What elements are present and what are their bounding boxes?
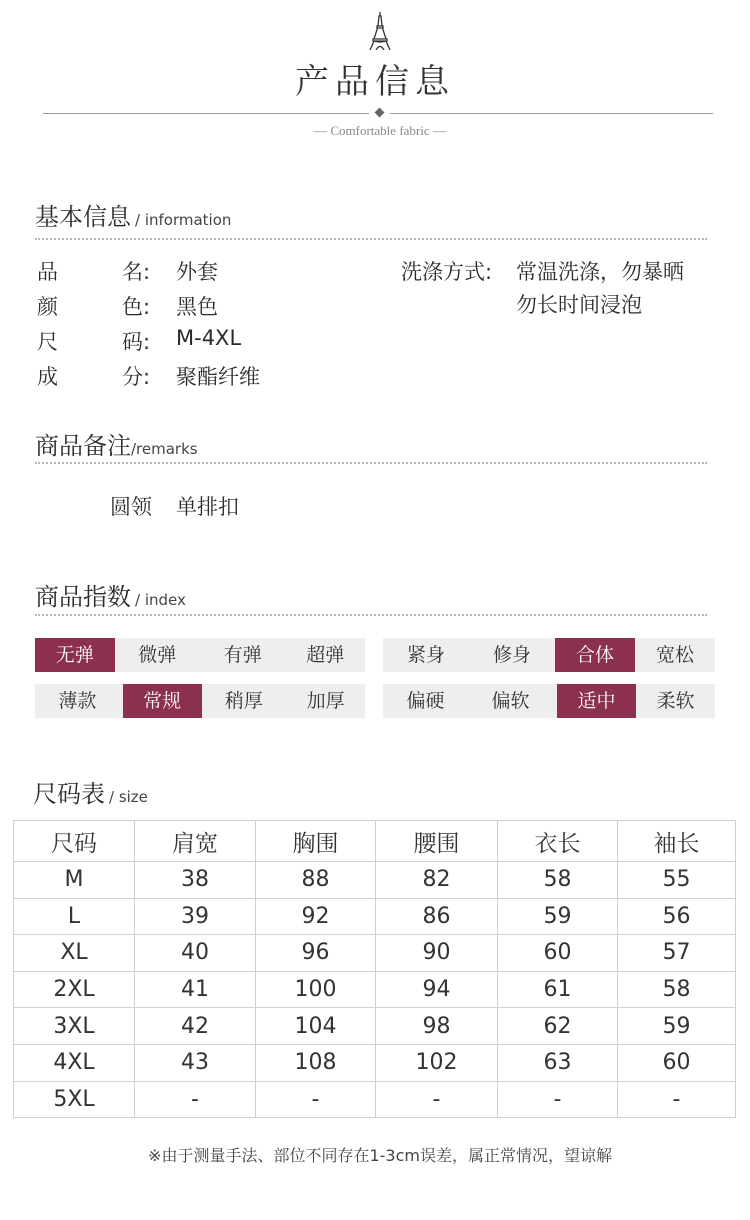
info-label: 成 [37, 365, 58, 389]
size-heading [33, 774, 148, 809]
info-value-size: M-4XL [176, 326, 242, 350]
info-value-name: 外套 [176, 260, 218, 284]
index-option: 适中 [557, 684, 636, 718]
table-cell: 3XL [14, 1008, 135, 1045]
index-option: 修身 [492, 644, 531, 666]
table-cell: 96 [256, 935, 376, 972]
remarks-title: 商品备注 [35, 432, 131, 460]
index-option: 柔软 [656, 690, 695, 712]
table-cell: 40 [135, 935, 256, 972]
index-option: 稍厚 [224, 690, 263, 712]
table-cell: 55 [618, 862, 736, 899]
page-title: 产品信息 [295, 62, 455, 102]
table-cell: - [618, 1081, 736, 1118]
index-title: 商品指数 [35, 583, 131, 611]
index-option: 无弹 [35, 638, 115, 672]
basic-info-title-en: / information [135, 211, 232, 229]
table-header-cell: 尺码 [14, 821, 135, 862]
table-cell: 59 [498, 898, 618, 935]
table-cell: 56 [618, 898, 736, 935]
info-label: 颜 [37, 295, 58, 319]
table-header-cell: 袖长 [618, 821, 736, 862]
table-cell: 58 [618, 971, 736, 1008]
table-cell: 108 [256, 1044, 376, 1081]
index-option: 微弹 [138, 644, 177, 666]
table-row [14, 935, 736, 972]
index-option: 薄款 [58, 690, 97, 712]
table-cell: 86 [376, 898, 498, 935]
index-option: 合体 [555, 638, 635, 672]
softness-index-group [383, 684, 715, 718]
table-row [14, 862, 736, 899]
table-cell: 57 [618, 935, 736, 972]
divider-left [43, 113, 369, 114]
table-cell: M [14, 862, 135, 899]
index-option: 偏软 [491, 690, 530, 712]
table-cell: - [376, 1081, 498, 1118]
index-title-en: / index [135, 591, 186, 609]
table-cell: 104 [256, 1008, 376, 1045]
table-cell: 41 [135, 971, 256, 1008]
table-cell: L [14, 898, 135, 935]
index-option: 宽松 [655, 644, 694, 666]
table-cell: 90 [376, 935, 498, 972]
eiffel-tower-icon [368, 12, 392, 50]
index-heading [35, 577, 186, 612]
wash-label: 洗涤方式: [401, 260, 493, 284]
table-cell: 43 [135, 1044, 256, 1081]
table-cell: 2XL [14, 971, 135, 1008]
table-cell: 62 [498, 1008, 618, 1045]
table-cell: 39 [135, 898, 256, 935]
table-cell: 60 [618, 1044, 736, 1081]
table-header-cell: 衣长 [498, 821, 618, 862]
dotted-divider [35, 614, 707, 616]
info-label: 名: [122, 260, 151, 284]
table-cell: 58 [498, 862, 618, 899]
table-cell: 92 [256, 898, 376, 935]
table-row [14, 1044, 736, 1081]
wash-value-line-2: 勿长时间浸泡 [516, 293, 642, 317]
measurement-note: ※由于测量手法、部位不同存在1-3cm误差，属正常情况，望谅解 [148, 1146, 612, 1165]
index-option: 有弹 [223, 644, 262, 666]
elasticity-index-group [35, 638, 365, 672]
table-cell: - [135, 1081, 256, 1118]
table-header-cell: 胸围 [256, 821, 376, 862]
table-cell: 61 [498, 971, 618, 1008]
table-cell: 102 [376, 1044, 498, 1081]
table-cell: 38 [135, 862, 256, 899]
thickness-index-group [35, 684, 365, 718]
table-cell: 42 [135, 1008, 256, 1045]
table-cell: 82 [376, 862, 498, 899]
info-label: 尺 [37, 330, 58, 354]
info-label: 色: [122, 295, 151, 319]
table-cell: - [256, 1081, 376, 1118]
table-cell: 98 [376, 1008, 498, 1045]
table-row [14, 1081, 736, 1118]
basic-info-title: 基本信息 [35, 203, 131, 231]
size-title: 尺码表 [33, 780, 105, 808]
wash-value-line-1: 常温洗涤，勿暴晒 [516, 260, 684, 284]
index-option: 紧身 [406, 644, 445, 666]
info-label: 码: [122, 330, 151, 354]
table-row [14, 1008, 736, 1045]
page-subtitle: — Comfortable fabric — [314, 123, 446, 138]
basic-info-heading [35, 197, 231, 232]
size-table [13, 820, 736, 1118]
info-value-color: 黑色 [176, 295, 218, 319]
table-header-cell: 肩宽 [135, 821, 256, 862]
diamond-icon [375, 108, 385, 118]
remark-item: 圆领 [110, 495, 152, 519]
table-row [14, 898, 736, 935]
table-cell: 63 [498, 1044, 618, 1081]
size-title-en: / size [109, 788, 148, 806]
table-cell: 100 [256, 971, 376, 1008]
remarks-title-en: /remarks [131, 440, 198, 458]
table-row [14, 971, 736, 1008]
info-value-material: 聚酯纤维 [176, 365, 260, 389]
index-option: 偏硬 [406, 690, 445, 712]
table-header-cell: 腰围 [376, 821, 498, 862]
index-option: 常规 [123, 684, 202, 718]
table-cell: 88 [256, 862, 376, 899]
table-cell: 4XL [14, 1044, 135, 1081]
table-cell: - [498, 1081, 618, 1118]
table-cell: 60 [498, 935, 618, 972]
table-cell: 59 [618, 1008, 736, 1045]
info-label: 品 [37, 260, 58, 284]
remarks-heading [35, 426, 198, 461]
table-cell: XL [14, 935, 135, 972]
index-option: 加厚 [306, 690, 345, 712]
table-cell: 5XL [14, 1081, 135, 1118]
table-cell: 94 [376, 971, 498, 1008]
index-option: 超弹 [306, 644, 345, 666]
info-label: 分: [122, 365, 151, 389]
remark-item: 单排扣 [176, 495, 239, 519]
dotted-divider [35, 462, 707, 464]
dotted-divider [35, 238, 707, 240]
fit-index-group [383, 638, 715, 672]
divider-right [390, 113, 713, 114]
table-header-row [14, 821, 736, 862]
